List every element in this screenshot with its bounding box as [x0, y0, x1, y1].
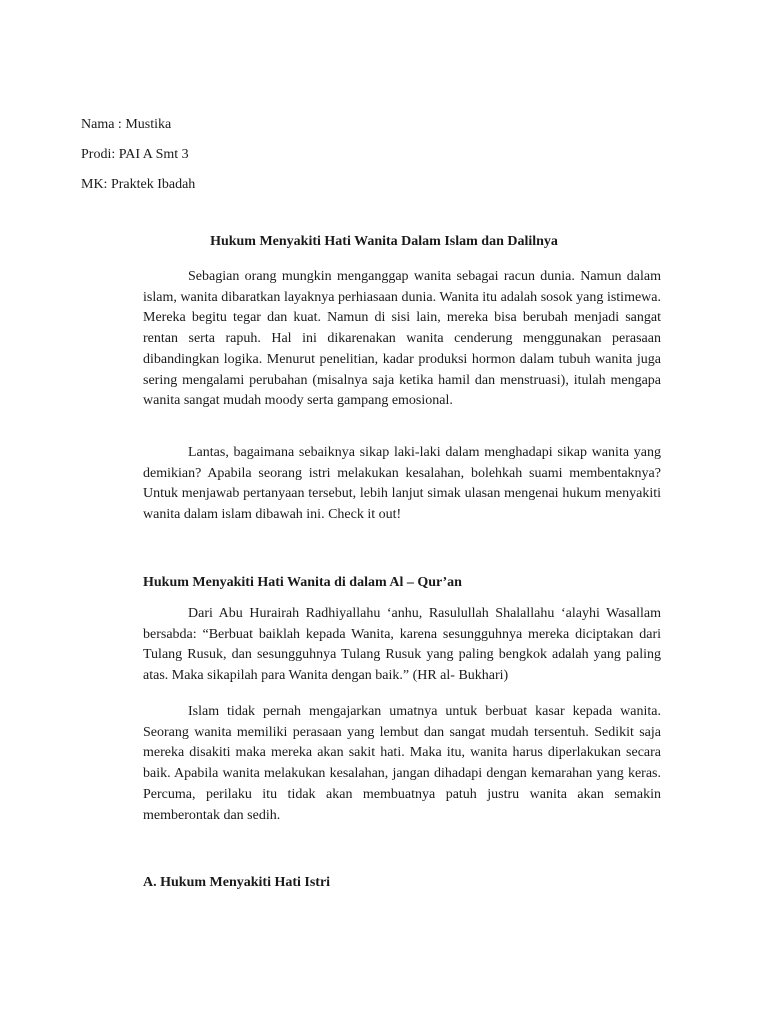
paragraph-hadith: Dari Abu Hurairah Radhiyallahu ‘anhu, Rasulullah Shalallahu ‘alayhi Wasallam bersabda: “Berbuat baiklah kepada Wanita, karena sesungguhnya mereka diciptakan dari Tulang Rusuk, dan sesungguhnya Tulang Rusuk yang paling bengkok adalah yang paling atas. Maka sikapilah para Wanita dengan baik.” (HR al- Bukhari)	[143, 606, 661, 684]
paragraph-intro: Sebagian orang mungkin menganggap wanita sebagai racun dunia. Namun dalam islam, wanita dibaratkan layaknya perhiasaan dunia. Wanita itu adalah sosok yang istimewa. Mereka begitu tegar dan kuat. Namun di sisi lain, mereka bisa berubah menjadi sangat rentan serta rapuh. Hal ini dikarenakan wanita cenderung menggunakan perasaan dibandingkan logika. Menurut penelitian, kadar produksi hormon dalam tubuh wanita juga sering mengalami perubahan (misalnya saja ketika hamil dan menstruasi), itulah mengapa wanita sangat mudah moody serta gampang emosional.	[143, 269, 661, 409]
section-heading-quran: Hukum Menyakiti Hati Wanita di dalam Al – Qur’an	[143, 575, 462, 590]
course-name: MK: Praktek Ibadah	[81, 177, 196, 192]
section-heading-istri: A. Hukum Menyakiti Hati Istri	[143, 875, 331, 890]
study-program: Prodi: PAI A Smt 3	[81, 147, 189, 162]
paragraph-islam-teaching: Islam tidak pernah mengajarkan umatnya untuk berbuat kasar kepada wanita. Seorang wanita memiliki perasaan yang lembut dan sangat mudah tersentuh. Sedikit saja mereka disakiti maka mereka akan sakit hati. Maka itu, wanita harus diperlakukan secara baik. Apabila wanita melakukan kesalahan, jangan dihadapi dengan kemarahan yang keras. Percuma, perilaku itu tidak akan membuatnya patuh justru wanita akan semakin memberontak dan sedih.	[143, 704, 661, 823]
document-title: Hukum Menyakiti Hati Wanita Dalam Islam dan Dalilnya	[210, 234, 558, 249]
paragraph-question: Lantas, bagaimana sebaiknya sikap laki-laki dalam menghadapi sikap wanita yang demikian? Apabila seorang istri melakukan kesalahan, bolehkah suami membentaknya? Untuk menjawab pertanyaan tersebut, lebih lanjut simak ulasan mengenai hukum menyakiti wanita dalam islam dibawah ini. Check it out!	[143, 445, 661, 523]
student-name: Nama : Mustika	[81, 117, 172, 132]
student-info	[81, 110, 195, 200]
